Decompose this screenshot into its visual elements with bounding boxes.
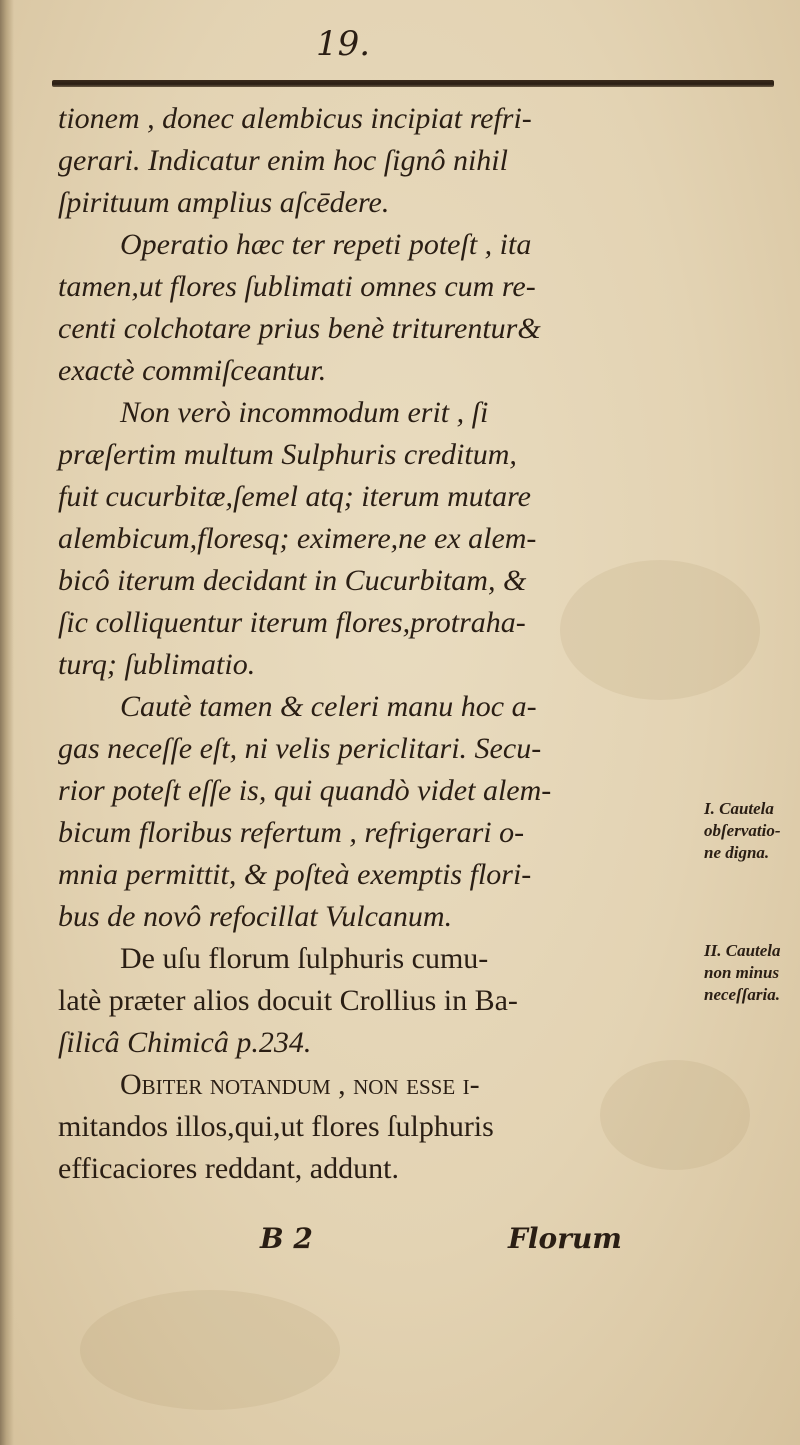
margin-note-line: obſervatio- xyxy=(704,821,781,840)
body-text xyxy=(58,98,728,1190)
text-line: Cautè tamen & celeri manu hoc a- xyxy=(120,690,537,723)
text-line: bus de novô refocillat Vulcanum. xyxy=(58,900,453,933)
margin-note-line: ne digna. xyxy=(704,843,770,862)
text-line: Non verò incommodum erit , ſi xyxy=(120,396,489,429)
page-footer xyxy=(0,1222,800,1262)
text-line: ſilicâ Chimicâ p.234. xyxy=(58,1026,312,1059)
text-line: gerari. Indicatur enim hoc ſignô nihil xyxy=(58,144,508,177)
paper-stain xyxy=(80,1290,340,1410)
text-line: ſic colliquentur iterum flores,protraha- xyxy=(58,606,526,639)
text-line: bicô iterum decidant in Cucurbitam, & xyxy=(58,564,527,597)
text-line: ſpirituum amplius aſcēdere. xyxy=(58,186,390,219)
margin-note-1 xyxy=(704,798,796,864)
text-line: fuit cucurbitæ,ſemel atq; iterum mutare xyxy=(58,480,531,513)
signature-mark: B 2 xyxy=(260,1222,313,1255)
text-line: alembicum,floresq; eximere,ne ex alem- xyxy=(58,522,537,555)
text-line: turq; ſublimatio. xyxy=(58,648,256,681)
text-line: rior poteſt eſſe is, qui quandò videt alem- xyxy=(58,774,552,807)
catchword: Florum xyxy=(508,1222,622,1255)
text-line: exactè commiſceantur. xyxy=(58,354,327,387)
header-rule xyxy=(52,80,774,87)
margin-note-line: I. Cautela xyxy=(704,799,774,818)
margin-note-line: II. Cautela xyxy=(704,941,781,960)
text-line: latè præter alios docuit Crollius in Ba- xyxy=(58,984,518,1017)
margin-note-line: non minus xyxy=(704,963,780,982)
text-line: Operatio hæc ter repeti poteſt , ita xyxy=(120,228,532,261)
text-line: tionem , donec alembicus incipiat refri- xyxy=(58,102,532,135)
text-line: mnia permittit, & poſteà exemptis flori- xyxy=(58,858,532,891)
margin-note-2 xyxy=(704,940,796,1006)
text-line: bicum floribus refertum , refrigerari o- xyxy=(58,816,525,849)
text-line: præſertim multum Sulphuris creditum, xyxy=(58,438,517,471)
text-line: Obiter notandum , non eſſe i- xyxy=(120,1068,480,1101)
text-line: efficaciores reddant, addunt. xyxy=(58,1152,399,1185)
text-line: mitandos illos,qui,ut flores ſulphuris xyxy=(58,1110,494,1143)
text-line: centi colchotare prius benè triturentur& xyxy=(58,312,541,345)
text-line: tamen,ut flores ſublimati omnes cum re- xyxy=(58,270,536,303)
margin-note-line: neceſſaria. xyxy=(704,985,781,1004)
text-line: gas neceſſe eſt, ni velis periclitari. Secu- xyxy=(58,732,542,765)
page-number: 19. xyxy=(316,24,371,64)
text-line: De uſu florum ſulphuris cumu- xyxy=(120,942,489,975)
